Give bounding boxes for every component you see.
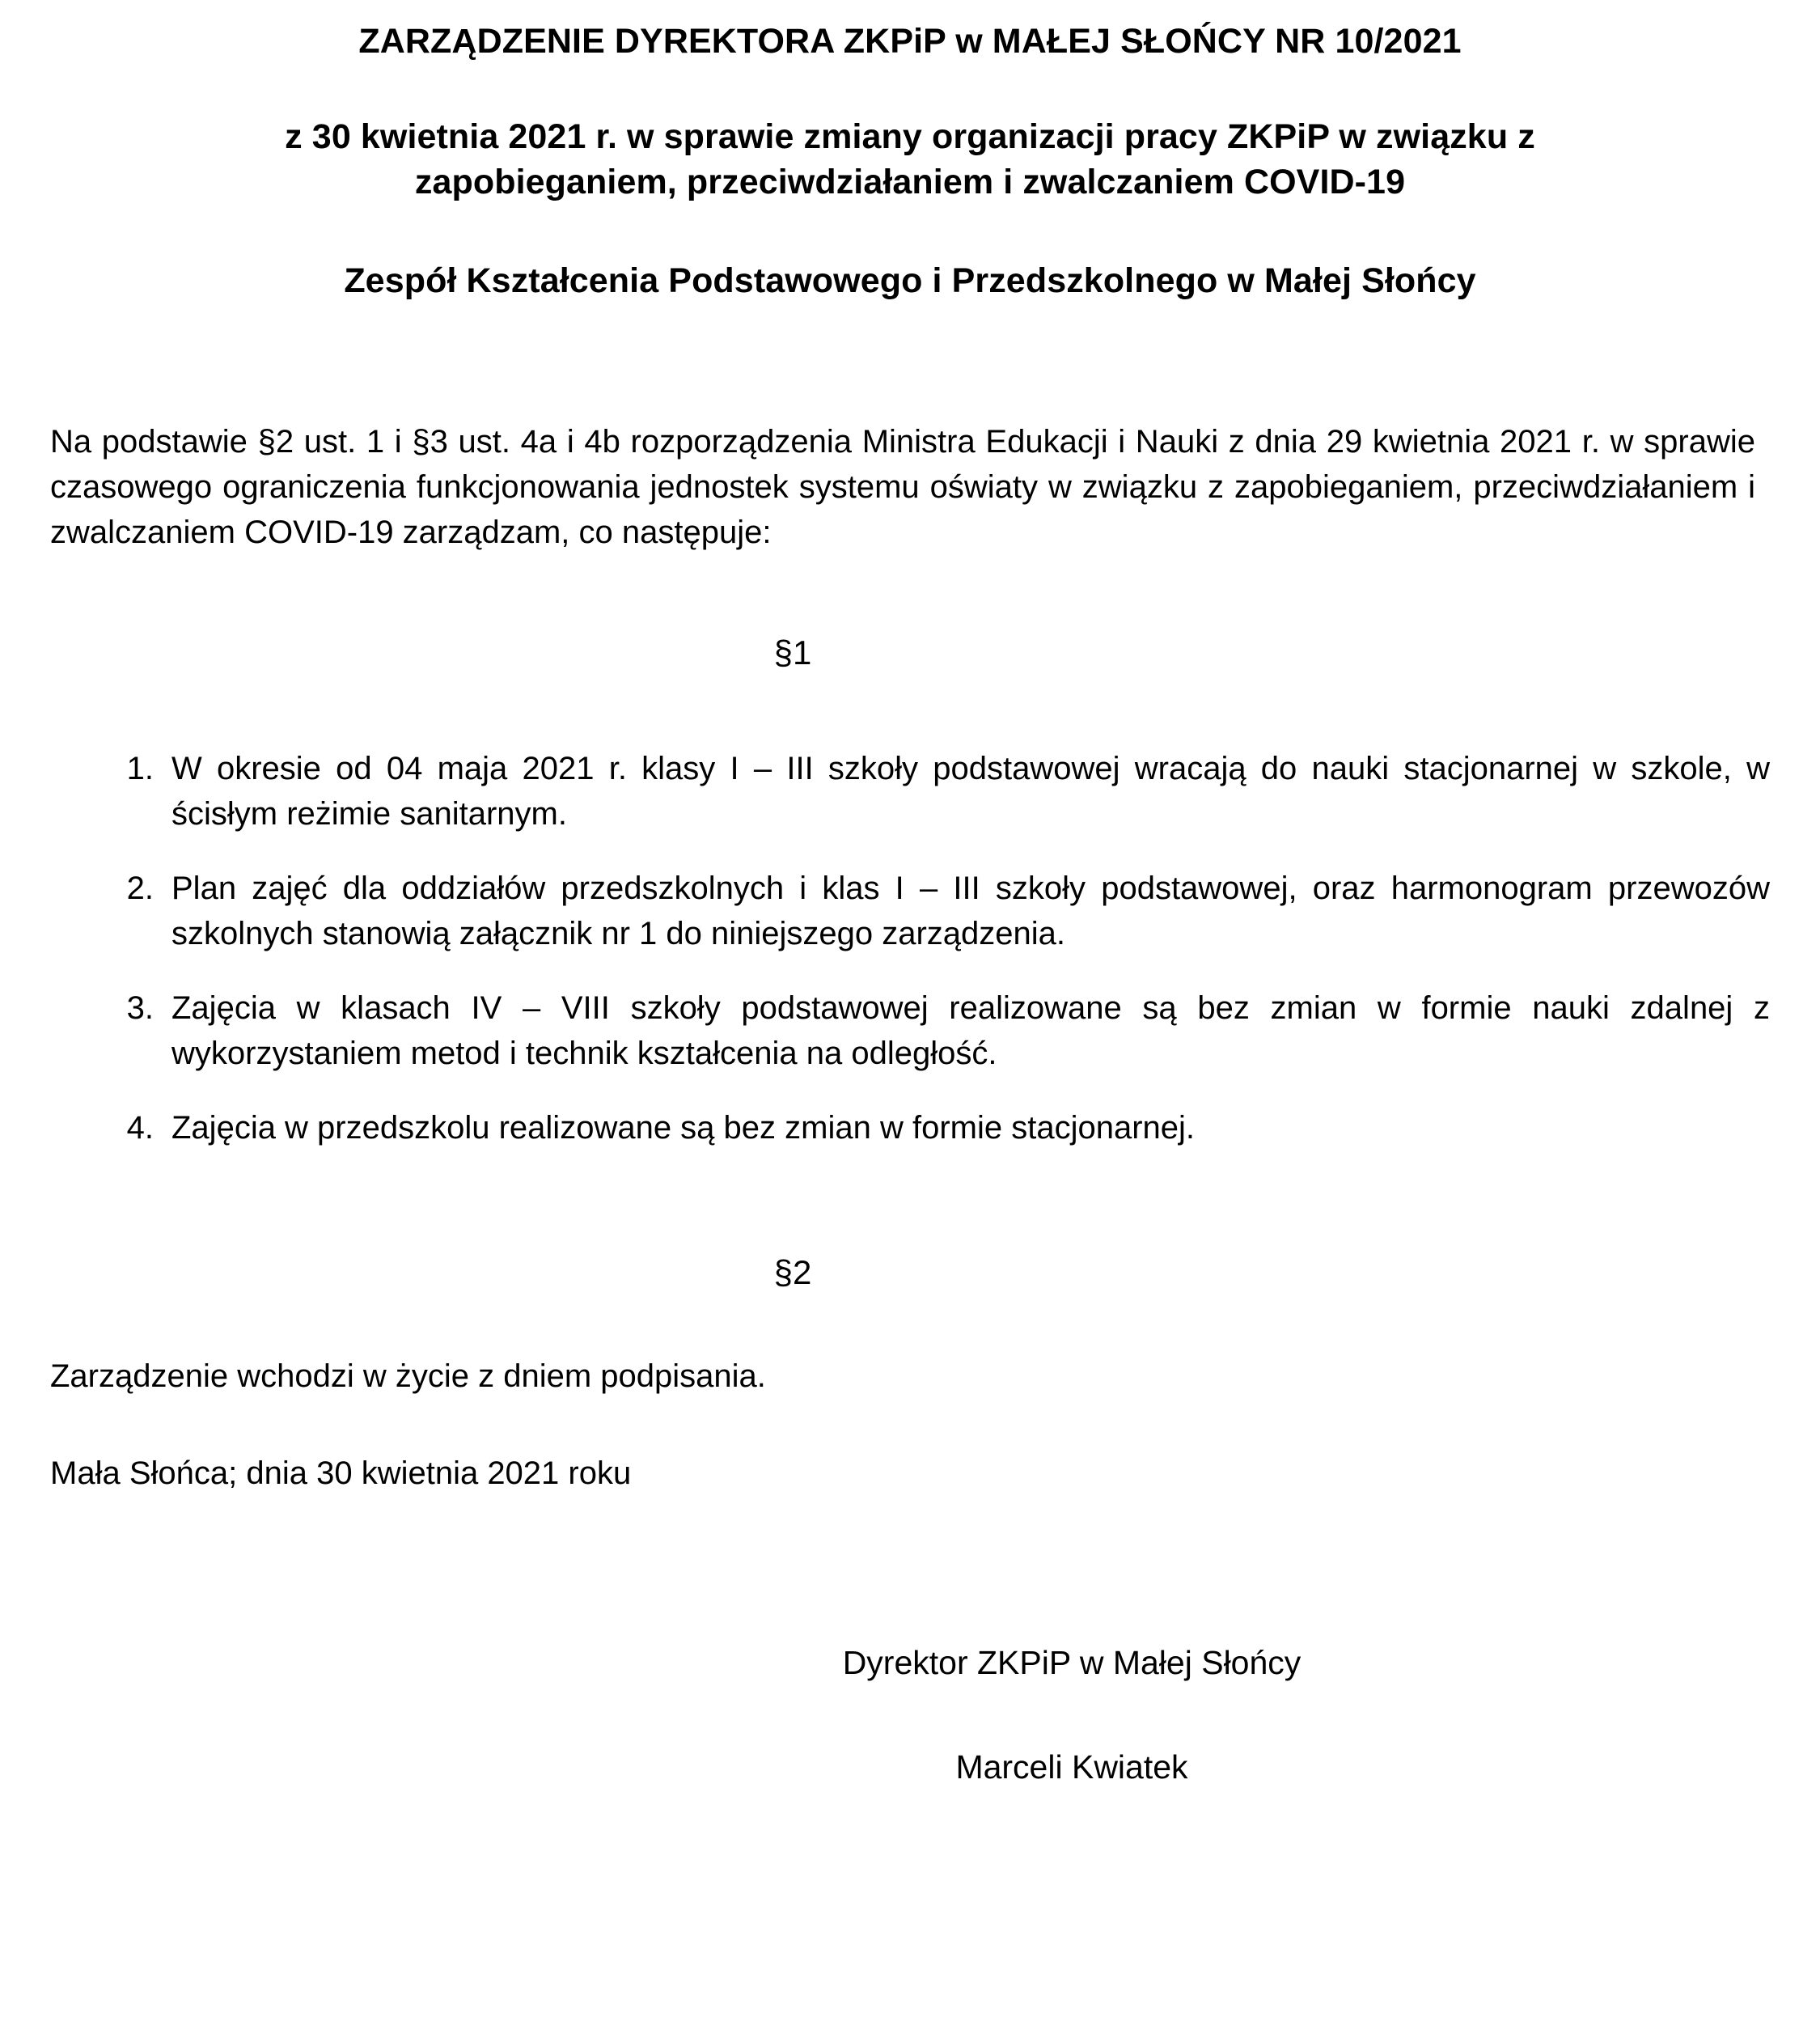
list-item-text: W okresie od 04 maja 2021 r. klasy I – III szkoły podstawowej wracają do nauki stacjonarnej w szkole, w ścisłym reżimie sanitarnym. — [171, 751, 1770, 833]
signature-block — [50, 1642, 1770, 1790]
section-marker-1: §1 — [773, 633, 812, 672]
list-item-text: Zajęcia w klasach IV – VIII szkoły podstawowej realizowane są bez zmian w formie nauki zdalnej z wykorzystaniem metod i technik kształcenia na odległość. — [171, 990, 1770, 1072]
ordered-list-section-1 — [50, 746, 1770, 1150]
list-item — [50, 746, 1770, 837]
list-item-text: Plan zajęć dla oddziałów przedszkolnych i klas I – III szkoły podstawowej, oraz harmonogram przewozów szkolnych stanowią załącznik nr 1 do niniejszego zarządzenia. — [171, 871, 1770, 952]
institution-name: Zespół Kształcenia Podstawowego i Przedszkolnego w Małej Słońcy — [344, 261, 1476, 300]
document-title: ZARZĄDZENIE DYREKTORA ZKPiP w MAŁEJ SŁOŃCY NR 10/2021 — [358, 22, 1462, 61]
document-body — [0, 419, 1820, 1790]
list-item — [50, 985, 1770, 1076]
list-item-number: 2. — [126, 871, 154, 907]
list-item — [50, 1105, 1770, 1150]
section-marker-2: §2 — [773, 1253, 812, 1292]
document-subtitle: z 30 kwietnia 2021 r. w sprawie zmiany organizacji pracy ZKPiP w związku z zapobieganiem, przeciwdziałaniem i zwalczaniem COVID-19 — [285, 117, 1535, 201]
list-item-number: 3. — [126, 990, 154, 1027]
list-item-number: 4. — [126, 1110, 154, 1146]
effective-date-clause: Zarządzenie wchodzi w życie z dniem podpisania. — [50, 1358, 766, 1394]
list-item-text: Zajęcia w przedszkolu realizowane są bez zmian w formie stacjonarnej. — [171, 1110, 1195, 1146]
legal-basis-paragraph: Na podstawie §2 ust. 1 i §3 ust. 4a i 4b rozporządzenia Ministra Edukacji i Nauki z dnia 29 kwietnia 2021 r. w sprawie czasowego ograniczenia funkcjonowania jednostek systemu oświaty w związku z zapobieganiem, przeciwdziałaniem i zwalczaniem COVID-19 zarządzam, co następuje: — [50, 423, 1755, 550]
place-and-date: Mała Słońca; dnia 30 kwietnia 2021 roku — [50, 1455, 632, 1491]
signature-role: Dyrektor ZKPiP w Małej Słońcy — [842, 1643, 1302, 1681]
document-header — [0, 0, 1820, 304]
list-item — [50, 866, 1770, 956]
signature-name: Marceli Kwiatek — [955, 1748, 1188, 1786]
list-item-number: 1. — [126, 751, 154, 787]
